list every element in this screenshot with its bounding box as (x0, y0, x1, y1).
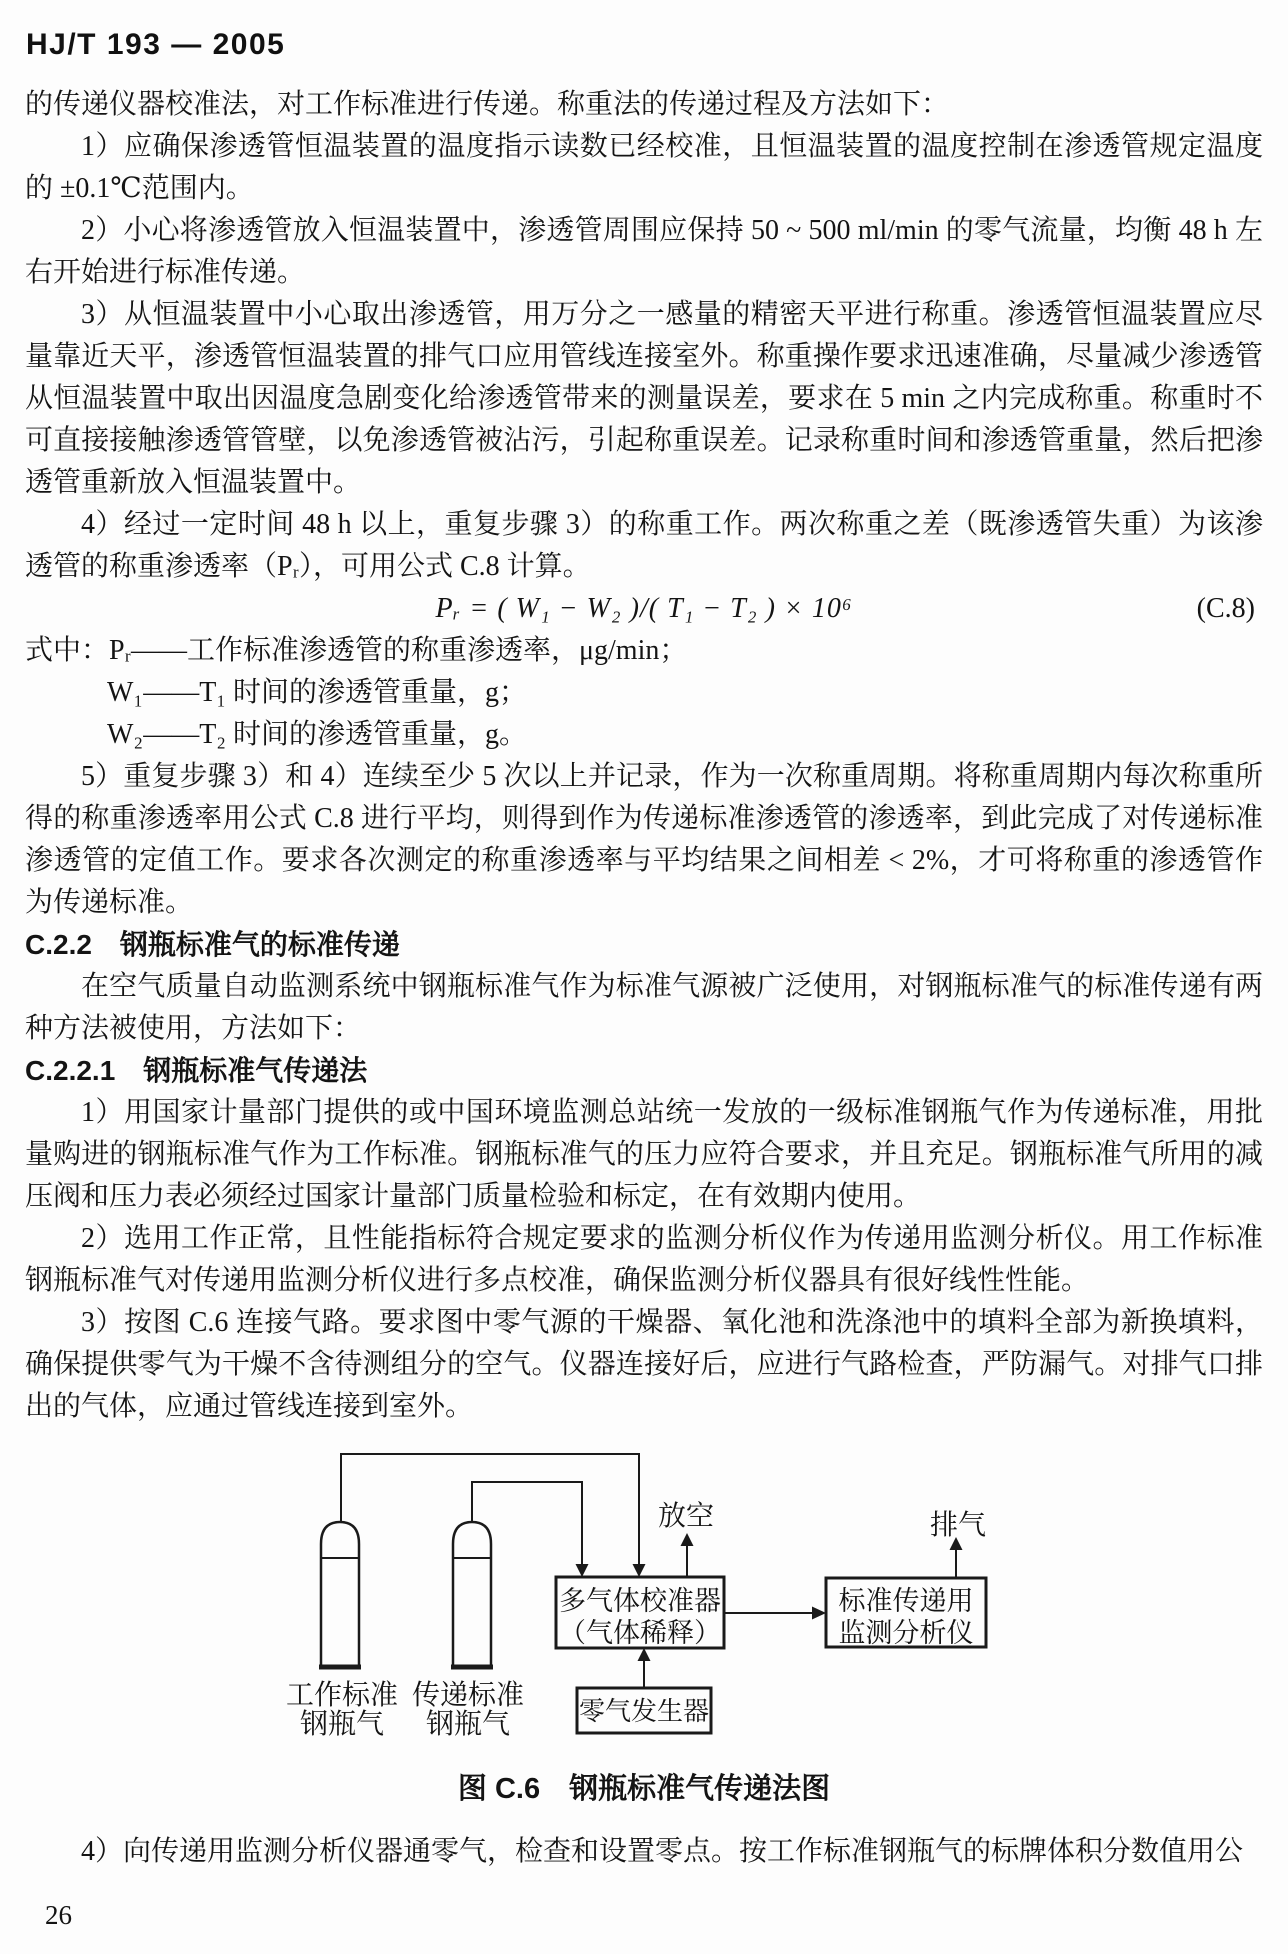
zero-gas-generator-label: 零气发生器 (578, 1697, 710, 1726)
cylinder1-label-line1: 工作标准 (285, 1680, 399, 1711)
paragraph: 2）小心将渗透管放入恒温装置中，渗透管周围应保持 50 ~ 500 ml/min 的零气流量，均衡 48 h 左右开始进行标准传递。 (25, 215, 1263, 288)
gas-cylinder-2-icon (451, 1522, 493, 1667)
vent-arrow (681, 1533, 694, 1577)
arrow-up-icon (681, 1533, 694, 1546)
section-heading: C.2.2.1 钢瓶标准气传递法 (25, 1055, 368, 1086)
paragraph-after-figure: 4）向传递用监测分析仪器通零气，检查和设置零点。按工作标准钢瓶气的标牌体积分数值用公 (81, 1836, 1244, 1867)
cylinder2-label-line2: 钢瓶气 (425, 1709, 511, 1740)
paragraph: 4）经过一定时间 48 h 以上，重复步骤 3）的称重工作。两次称重之差（既渗透管失重）为该渗透管的称重渗透率（Pᵣ），可用公式 C.8 计算。 (25, 509, 1263, 582)
paragraph: 式中：Pᵣ——工作标准渗透管的称重渗透率，μg/min； (25, 635, 688, 666)
paragraph: 的传递仪器校准法，对工作标准进行传递。称重法的传递过程及方法如下： (25, 89, 950, 120)
paragraph: 2）选用工作正常，且性能指标符合规定要求的监测分析仪作为传递用监测分析仪。用工作标准钢瓶标准气对传递用监测分析仪进行多点校准，确保监测分析仪器具有很好线性性能。 (25, 1223, 1263, 1296)
analyzer-label-line1: 标准传递用 (838, 1586, 974, 1616)
arrow-down-icon (633, 1564, 646, 1577)
paragraph: 1）应确保渗透管恒温装置的温度指示读数已经校准，且恒温装置的温度控制在渗透管规定温度的 ±0.1℃范围内。 (25, 131, 1263, 204)
pipe-calibrator-to-analyzer (724, 1607, 826, 1620)
exhaust-label: 排气 (929, 1510, 987, 1541)
gas-cylinder-1-icon (319, 1522, 361, 1667)
paragraph: 3）从恒温装置中小心取出渗透管，用万分之一感量的精密天平进行称重。渗透管恒温装置应尽量靠近天平，渗透管恒温装置的排气口应用管线连接室外。称重操作要求迅速准确，尽量减少渗透管从恒温装置中取出因温度急剧变化给渗透管带来的测量误差，要求在 5 min 之内完成称重。称重时不可直接接触渗透管管壁，以免渗透管被沾污，引起称重误差。记录称重时间和渗透管重量，然后把渗透管重新放入恒温装置中。 (25, 299, 1263, 498)
analyzer-label-line2: 监测分析仪 (838, 1618, 974, 1648)
paragraph: 在空气质量自动监测系统中钢瓶标准气作为标准气源被广泛使用，对钢瓶标准气的标准传递有两种方法被使用，方法如下： (25, 971, 1263, 1044)
cylinder1-label-line2: 钢瓶气 (299, 1709, 385, 1740)
pipe-cylinder2-to-calibrator (472, 1482, 589, 1577)
paragraph: 1）用国家计量部门提供的或中国环境监测总站统一发放的一级标准钢瓶气作为传递标准，用批量购进的钢瓶标准气作为工作标准。钢瓶标准气的压力应符合要求，并且充足。钢瓶标准气所用的减压阀和压力表必须经过国家计量部门质量检验和标定，在有效期内使用。 (25, 1097, 1263, 1212)
calibrator-label-line1: 多气体校准器 (559, 1586, 721, 1616)
arrow-up-icon (638, 1648, 651, 1661)
figure-caption: 图 C.6 钢瓶标准气传递法图 (457, 1773, 831, 1805)
section-heading: C.2.2 钢瓶标准气的标准传递 (25, 929, 400, 960)
cylinder2-label-line1: 传递标准 (411, 1680, 525, 1711)
formula-number: (C.8) (1196, 593, 1255, 624)
arrow-right-icon (812, 1607, 826, 1620)
formula: Pᵣ = ( W₁ − W₂ )/( T₁ − T₂ ) × 10⁶ (435, 593, 853, 624)
page-number: 26 (45, 1900, 72, 1930)
pipe-zerogas-to-calibrator (638, 1648, 651, 1688)
paragraph: W₁——T₁ 时间的渗透管重量，g； (107, 677, 528, 708)
formula-row (25, 588, 1263, 630)
body-text (25, 84, 1263, 1428)
doc-code-header: HJ/T 193 — 2005 (26, 28, 286, 61)
pipe-cylinder1-to-calibrator (341, 1454, 646, 1577)
paragraph: 5）重复步骤 3）和 4）连续至少 5 次以上并记录，作为一次称重周期。将称重周期内每次称重所得的称重渗透率用公式 C.8 进行平均，则得到作为传递标准渗透管的渗透率，到此完成了对传递标准渗透管的定值工作。要求各次测定的称重渗透率与平均结果之间相差 < 2%，才可将称重的渗透管作为传递标准。 (25, 761, 1263, 918)
paragraph: 3）按图 C.6 连接气路。要求图中零气源的干燥器、氧化池和洗涤池中的填料全部为新换填料，确保提供零气为干燥不含待测组分的空气。仪器连接好后，应进行气路检查，严防漏气。对排气口排出的气体，应通过管线连接到室外。 (25, 1307, 1263, 1422)
figure-c6-diagram (0, 1446, 1288, 1766)
paragraph: W₂——T₂ 时间的渗透管重量，g。 (107, 719, 528, 750)
exhaust-arrow (950, 1537, 963, 1578)
arrow-down-icon (576, 1564, 589, 1577)
vent-label: 放空 (657, 1501, 715, 1532)
calibrator-label-line2: （气体稀释） (559, 1618, 721, 1648)
